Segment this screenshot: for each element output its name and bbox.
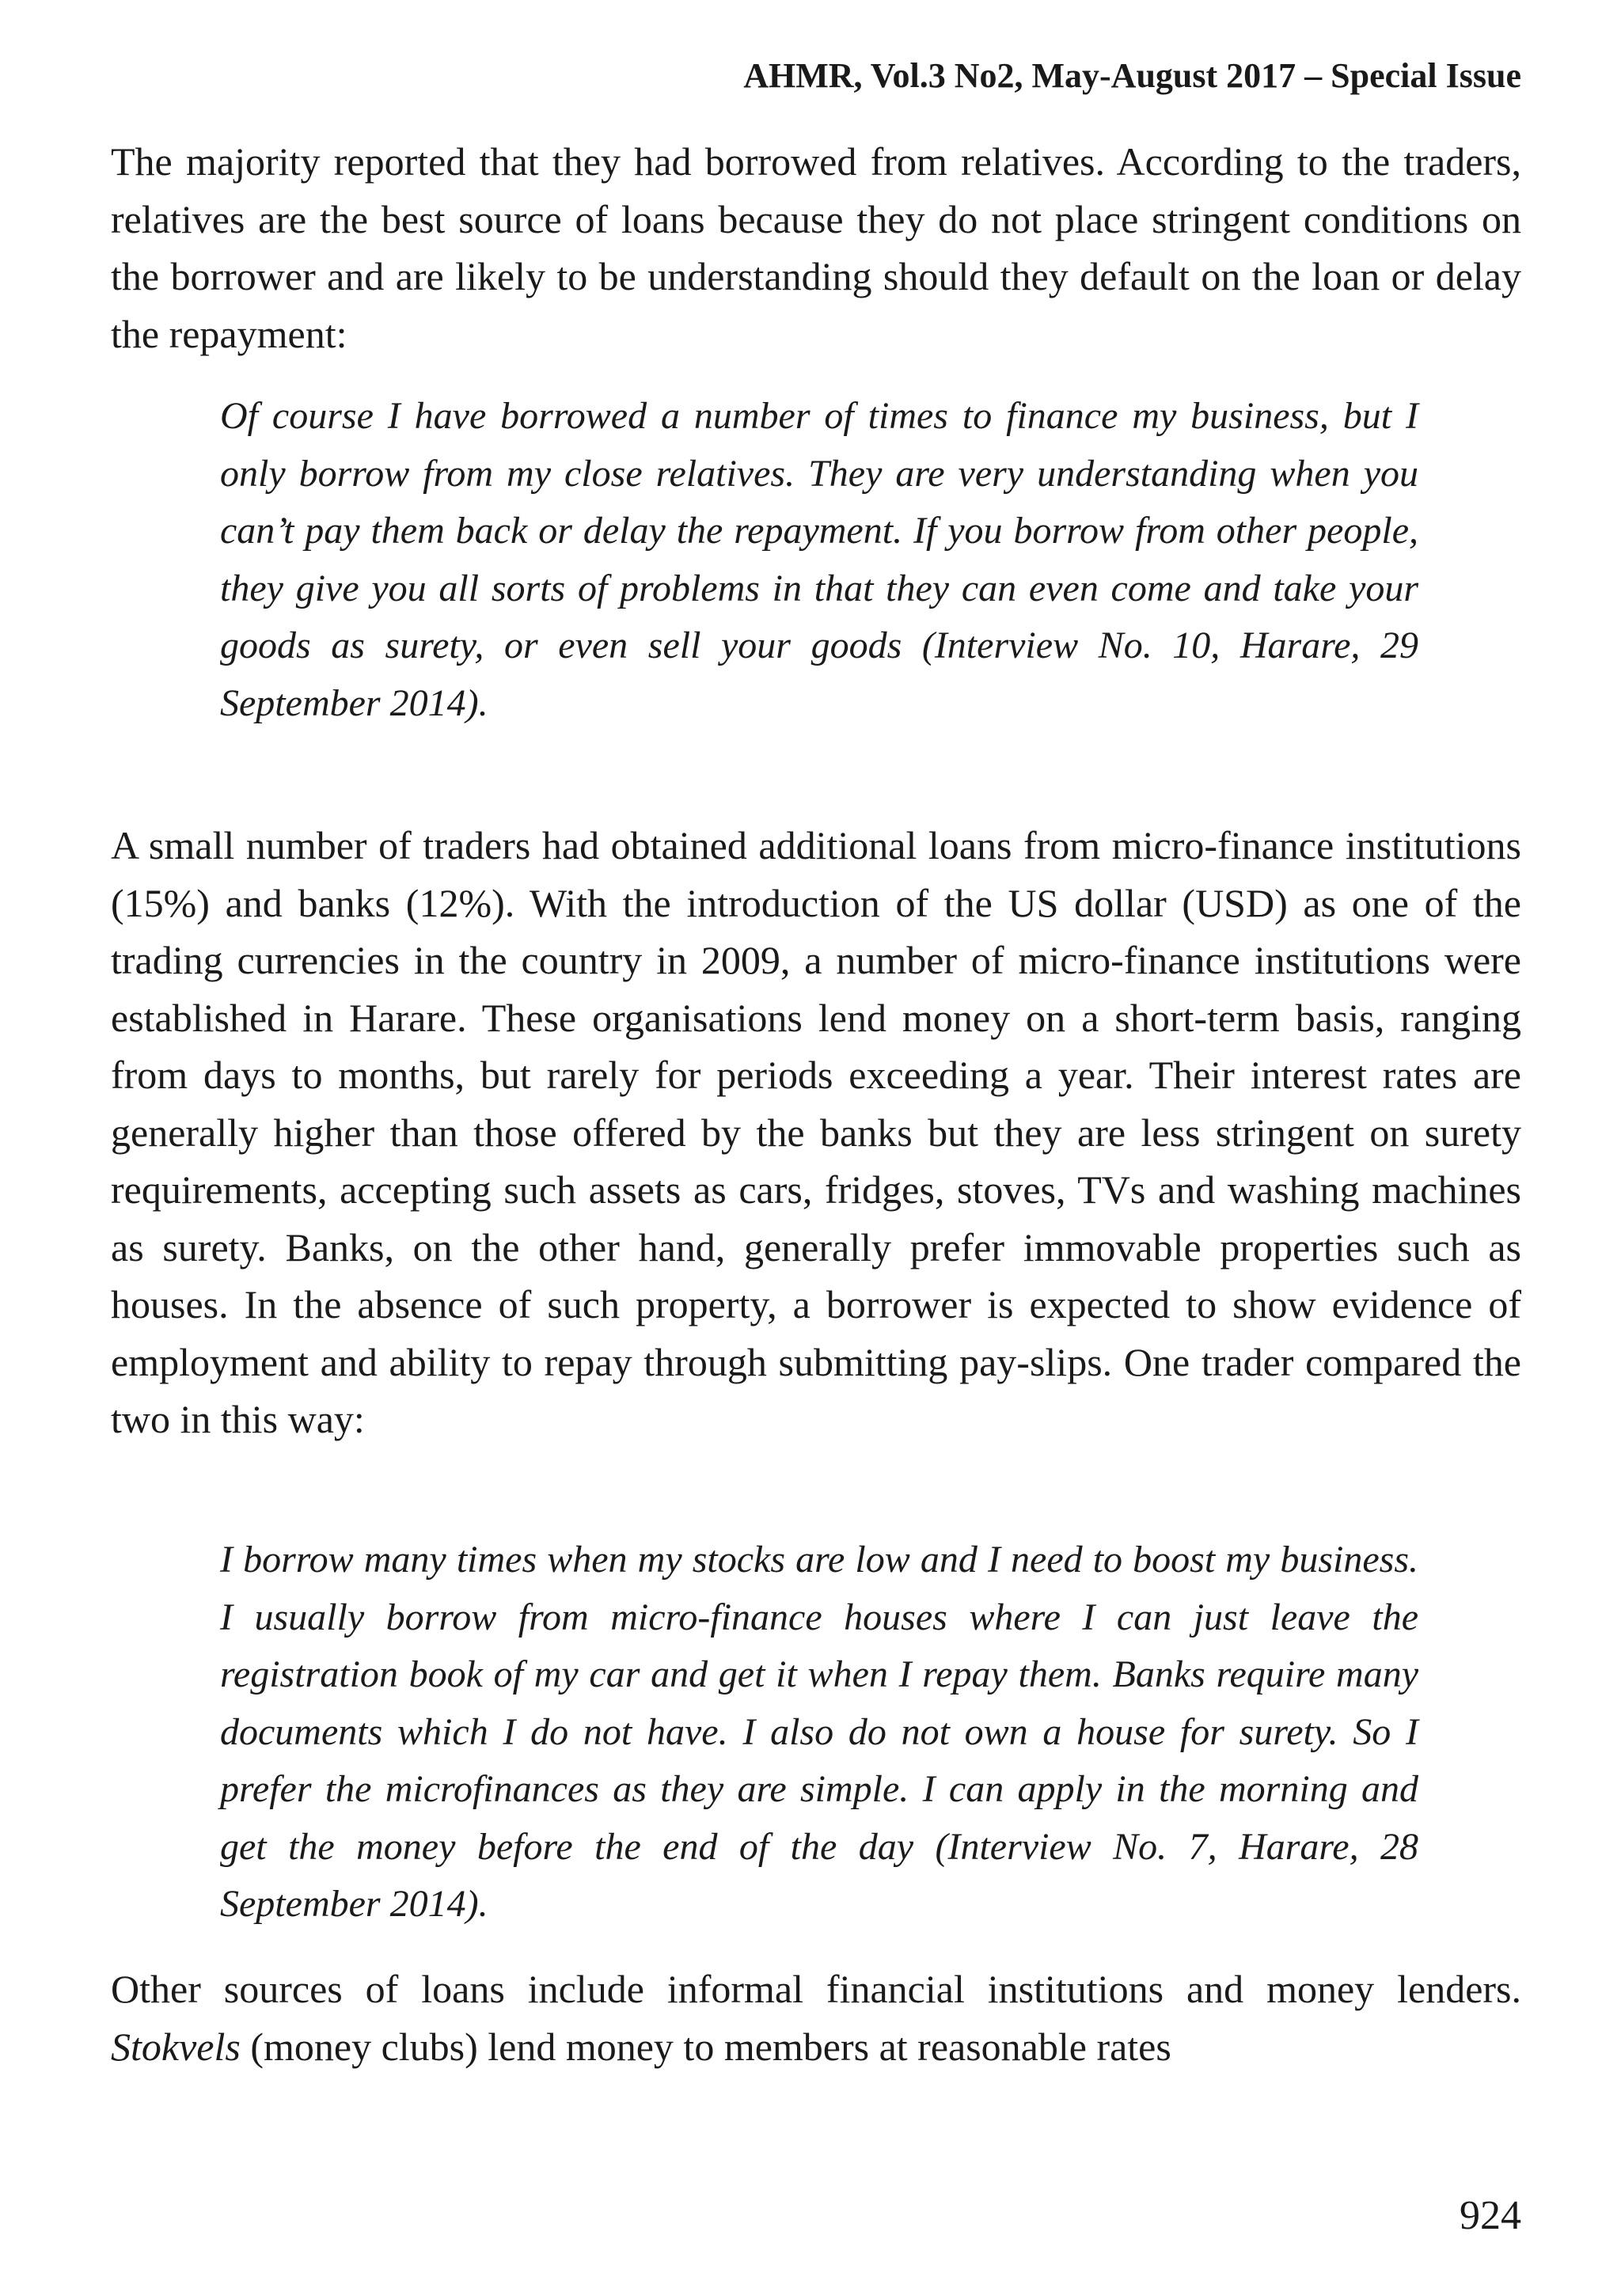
page-number: 924 (1460, 2193, 1521, 2238)
running-header: AHMR, Vol.3 No2, May-August 2017 – Special Issue (743, 56, 1521, 95)
body-paragraph: A small number of traders had obtained additional loans from micro-finance institutions (15%) and banks (12%). With the introduction of the US dollar (USD) as one of the trading currencies in the country in 2009, a number of micro-finance institutions were established in Harare. These organisations lend money on a short-term basis, ranging from days to months, but rarely for periods exceeding a year. Their interest rates are generally higher than those offered by the banks but they are less stringent on surety requirements, accepting such assets as cars, fridges, stoves, TVs and washing machines as surety. Banks, on the other hand, generally prefer immovable properties such as houses. In the absence of such property, a borrower is expected to show evidence of employment and ability to repay through submitting pay-slips. One trader compared the two in this way: (111, 823, 1521, 1441)
body-paragraph (111, 1960, 1521, 2075)
block-quote: Of course I have borrowed a number of times to finance my business, but I only borrow from my close relatives. They are very understanding when you can’t pay them back or delay the repayment. If you borrow from other people, they give you all sorts of problems in that they can even come and take your goods as surety, or even sell your goods (Interview No. 10, Harare, 29 September 2014). (220, 395, 1418, 724)
paragraph-text: Other sources of loans include informal financial institutions and money lenders. (111, 1967, 1521, 2011)
block-quote: I borrow many times when my stocks are low and I need to boost my business. I usually borrow from micro-finance houses where I can just leave the registration book of my car and get it when I repay them. Banks require many documents which I do not have. I also do not own a house for surety. So I prefer the microfinances as they are simple. I can apply in the morning and get the money before the end of the day (Interview No. 7, Harare, 28 September 2014). (220, 1539, 1418, 1925)
body-paragraph: The majority reported that they had borrowed from relatives. According to the traders, relatives are the best source of loans because they do not place stringent conditions on the borrower and are likely to be understanding should they default on the loan or delay the repayment: (111, 139, 1521, 356)
italic-term: Stokvels (111, 2024, 241, 2069)
paragraph-text: (money clubs) lend money to members at reasonable rates (240, 2024, 1171, 2069)
